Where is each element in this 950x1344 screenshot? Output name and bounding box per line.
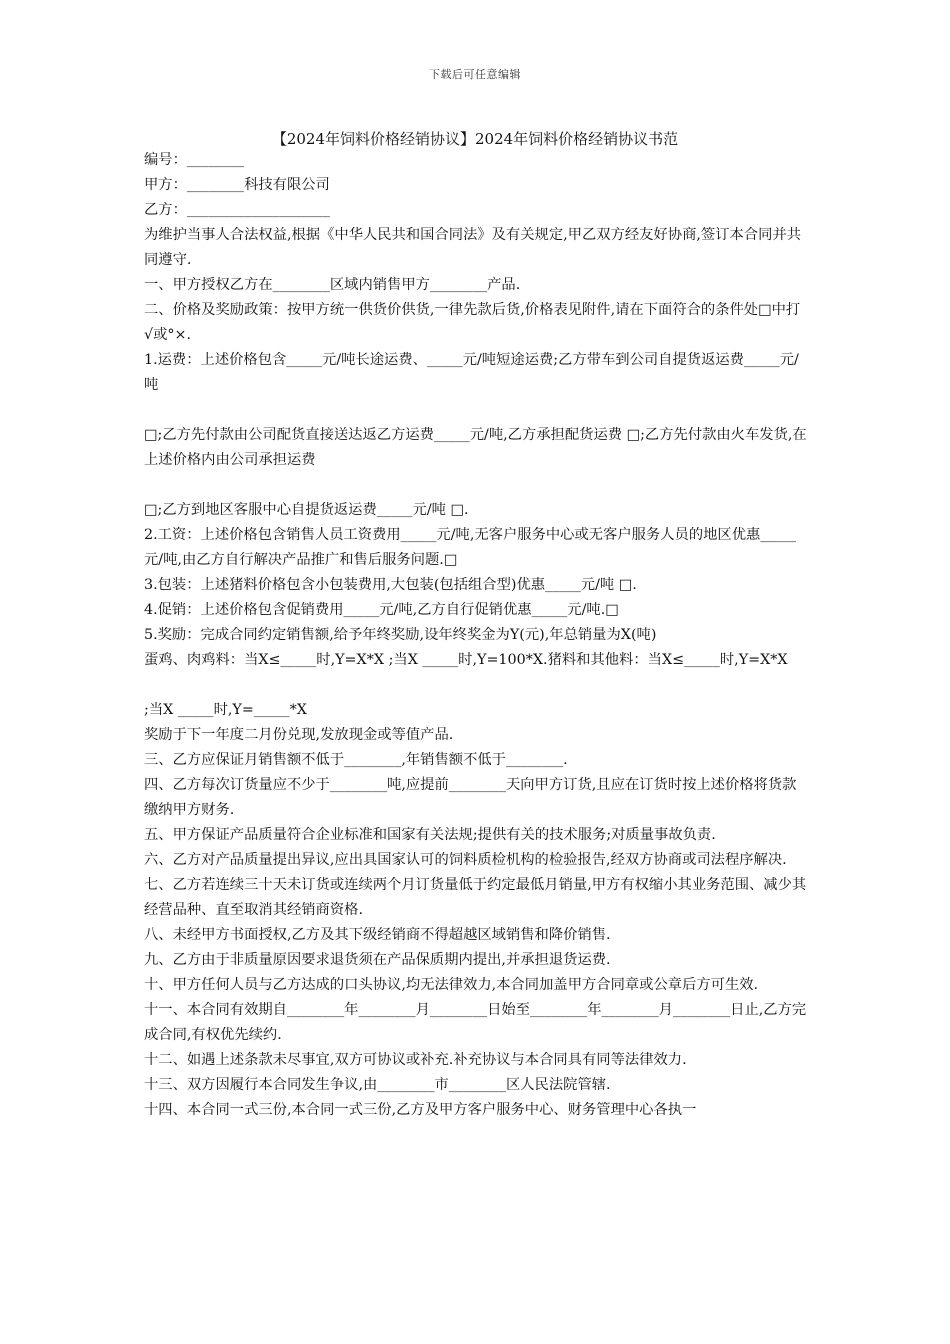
clause-2: 二、价格及奖励政策：按甲方统一供货价供货,一律先款后货,价格表见附件,请在下面符合的条件处□中打√或°×. xyxy=(144,302,801,343)
clause-2-reward: 5.奖励：完成合同约定销售额,给予年终奖励,设年终奖金为Y(元),年总销量为X(吨) xyxy=(144,627,657,643)
clause-8: 八、未经甲方书面授权,乙方及其下级经销商不得超越区域销售和降价销售. xyxy=(144,927,611,943)
download-note: 下载后可任意编辑 xyxy=(429,68,521,81)
document-body xyxy=(144,148,808,1123)
party-a-line: 甲方：________科技有限公司 xyxy=(144,177,330,193)
clause-2-reward-formula-cont: ;当X _____时,Y=_____*X xyxy=(144,702,307,718)
clause-7: 七、乙方若连续三十天未订货或连续两个月订货量低于约定最低月销量,甲方有权缩小其业务范围、减少其经营品种、直至取消其经销商资格. xyxy=(144,877,807,918)
clause-3: 三、乙方应保证月销售额不低于________,年销售额不低于________. xyxy=(144,752,568,768)
clause-12: 十二、如遇上述条款未尽事宜,双方可协议或补充.补充协议与本合同具有同等法律效力. xyxy=(144,1052,687,1068)
clause-2-freight-option-c: □;乙方到地区客服中心自提货返运费_____元/吨 □. xyxy=(144,502,469,518)
contract-number-line: 编号：________ xyxy=(144,152,245,168)
clause-14: 十四、本合同一式三份,本合同一式三份,乙方及甲方客户服务中心、财务管理中心各执一 xyxy=(144,1102,697,1118)
clause-2-reward-payout: 奖励于下一年度二月份兑现,发放现金或等值产品. xyxy=(144,727,454,743)
document-title: 【2024年饲料价格经销协议】2024年饲料价格经销协议书范 xyxy=(271,130,679,148)
clause-11: 十一、本合同有效期自________年________月________日始至________年________月________日止,乙方完成合同,有权优先续约. xyxy=(144,1002,807,1043)
clause-2-freight-option-b: □;乙方先付款由公司配货直接送达返乙方运费_____元/吨,乙方承担配货运费 □;乙方先付款由火车发货,在上述价格内由公司承担运费 xyxy=(144,427,807,468)
clause-2-packaging: 3.包装：上述猪料价格包含小包装费用,大包装(包括组合型)优惠_____元/吨 □. xyxy=(144,577,637,593)
clause-2-freight: 1.运费：上述价格包含_____元/吨长途运费、_____元/吨短途运费;乙方带车到公司自提货返运费_____元/吨 xyxy=(144,352,799,393)
clause-4: 四、乙方每次订货量应不少于________吨,应提前________天向甲方订货,且应在订货时按上述价格将货款缴纳甲方财务. xyxy=(144,777,797,818)
clause-6: 六、乙方对产品质量提出异议,应出具国家认可的饲料质检机构的检验报告,经双方协商或司法程序解决. xyxy=(144,852,787,868)
clause-1: 一、甲方授权乙方在________区域内销售甲方________产品. xyxy=(144,277,521,293)
clause-13: 十三、双方因履行本合同发生争议,由________市________区人民法院管辖. xyxy=(144,1077,611,1093)
preamble-paragraph: 为维护当事人合法权益,根据《中华人民共和国合同法》及有关规定,甲乙双方经友好协商,签订本合同并共同遵守. xyxy=(144,227,801,268)
clause-10: 十、甲方任何人员与乙方达成的口头协议,均无法律效力,本合同加盖甲方合同章或公章后方可生效. xyxy=(144,977,759,993)
party-b-line: 乙方：____________________ xyxy=(144,202,330,218)
clause-5: 五、甲方保证产品质量符合企业标准和国家有关法规;提供有关的技术服务;对质量事故负责. xyxy=(144,827,716,843)
clause-2-reward-formula: 蛋鸡、肉鸡料：当X≤_____时,Y=X*X ;当X _____时,Y=100*X.猪料和其他料：当X≤_____时,Y=X*X xyxy=(144,652,788,668)
clause-2-promotion: 4.促销：上述价格包含促销费用_____元/吨,乙方自行促销优惠_____元/吨.□ xyxy=(144,602,619,618)
clause-9: 九、乙方由于非质量原因要求退货须在产品保质期内提出,并承担退货运费. xyxy=(144,952,611,968)
clause-2-wages: 2.工资：上述价格包含销售人员工资费用_____元/吨,无客户服务中心或无客户服务人员的地区优惠_____元/吨,由乙方自行解决产品推广和售后服务问题.□ xyxy=(144,527,797,568)
